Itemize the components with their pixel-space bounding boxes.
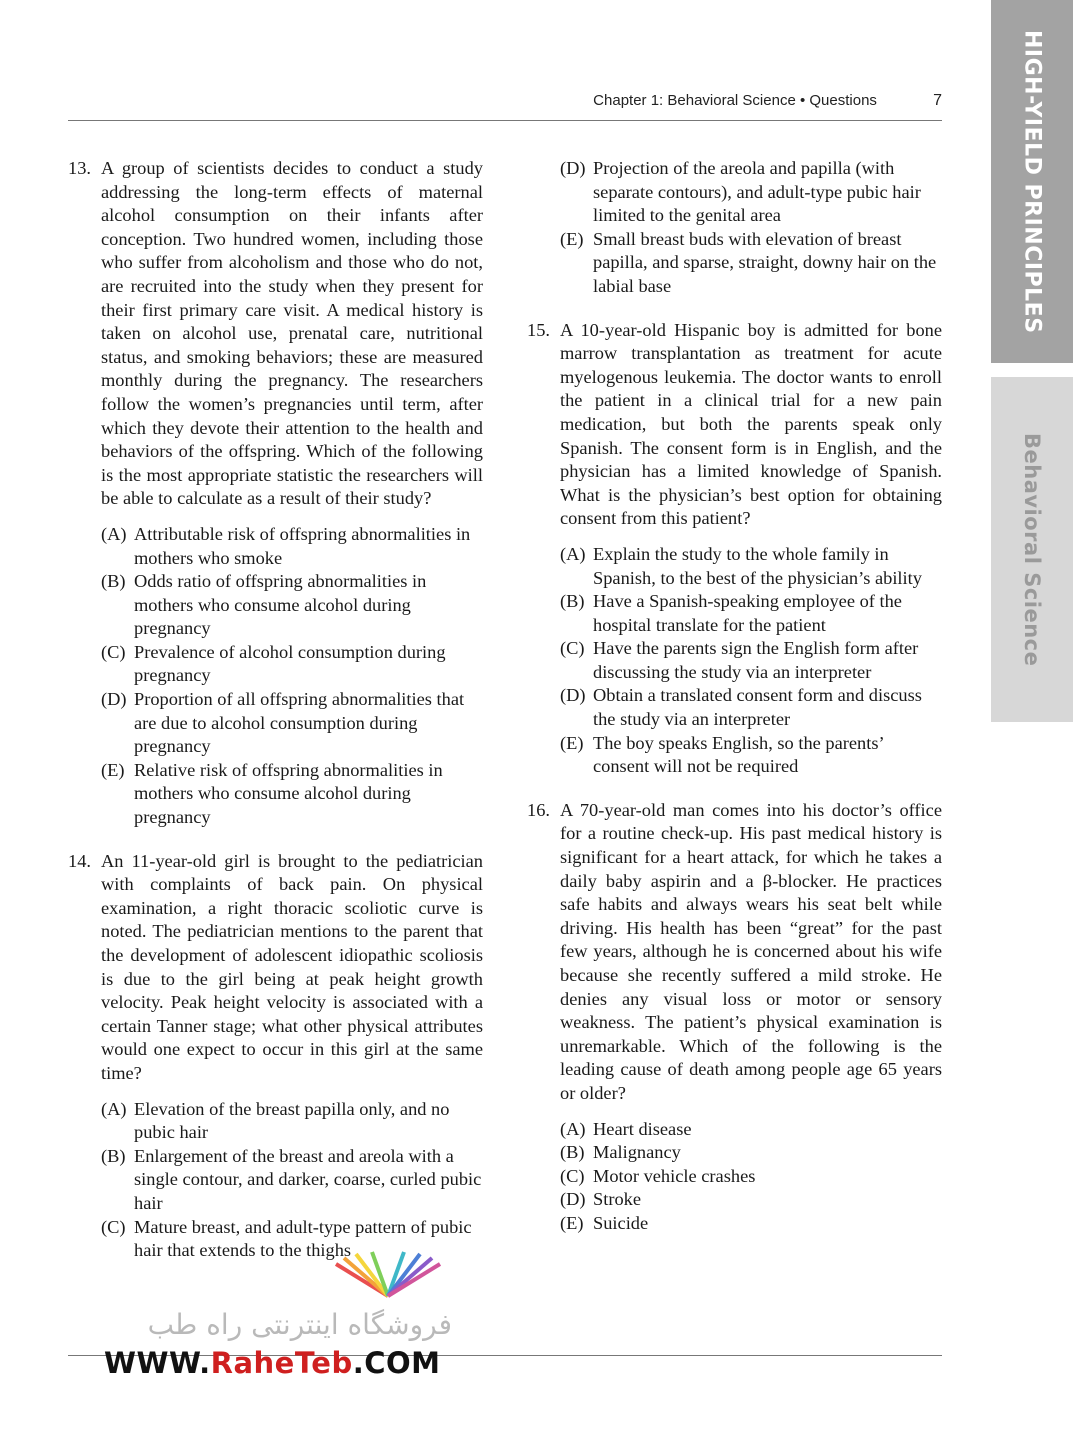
option-a [560, 543, 942, 590]
option-letter: (E) [560, 1212, 584, 1233]
option-c [560, 637, 942, 684]
question-stem: An 11-year-old girl is brought to the pediatrician with complaints of back pain. On physical examination, a right thoracic scoliotic curve is noted. The pediatrician mentions to the parent that the development of adolescent idiopathic scoliosis is due to the girl being at peak height growth velocity. Peak height velocity is associated with a certain Tanner stage; what other physical attributes would one expect to occur in this girl at the same time? [101, 850, 483, 1083]
option-d [101, 688, 483, 759]
option-letter: (A) [101, 523, 127, 544]
question-15 [527, 319, 942, 779]
watermark-url [104, 1346, 441, 1380]
watermark-url-prefix: WWW. [104, 1346, 211, 1380]
option-b [101, 570, 483, 641]
question-number: 13. [68, 158, 91, 178]
option-b [101, 1145, 483, 1216]
option-letter: (E) [560, 732, 584, 753]
side-tab-behavioral-science [991, 377, 1073, 722]
answer-options [101, 523, 483, 830]
option-c [101, 641, 483, 688]
option-letter: (D) [560, 158, 586, 178]
option-text: Motor vehicle crashes [593, 1165, 756, 1186]
option-text: Prevalence of alcohol consumption during pregnancy [134, 641, 446, 686]
option-text: Enlargement of the breast and areola with a single contour, and darker, coarse, curled pubic hair [134, 1145, 482, 1213]
question-number: 16. [527, 799, 550, 820]
option-letter: (D) [560, 1189, 586, 1210]
option-letter: (A) [101, 1098, 127, 1119]
option-text: The boy speaks English, so the parents’ consent will not be required [593, 732, 884, 777]
option-letter: (C) [101, 641, 126, 662]
question-stem: A group of scientists decides to conduct a study addressing the long-term effects of maternal alcohol consumption on their infants after conception. Two hundred women, including those who suffer from alcoholism and those who do not, are recruited into the study when they present for their first primary care visit. A medical history is taken on alcohol use, prenatal care, nutritional status, and smoking behaviors; these are measured monthly during the pregnancy. The researchers follow the women’s pregnancies until term, after which they devote their attention to the health and behaviors of the offspring. Which of the following is the most appropriate statistic the researchers will be able to calculate as a result of their study? [101, 158, 483, 509]
answer-options [560, 157, 942, 299]
option-a [101, 1098, 483, 1145]
option-text: Attributable risk of offspring abnormalities in mothers who smoke [134, 523, 471, 568]
option-e [560, 228, 942, 299]
option-e [101, 759, 483, 830]
running-header [0, 92, 942, 116]
option-letter: (E) [560, 228, 584, 249]
footer-rule [68, 1355, 942, 1356]
option-text: Heart disease [593, 1118, 692, 1139]
option-letter: (B) [101, 571, 126, 592]
option-text: Suicide [593, 1212, 649, 1233]
option-c [101, 1216, 483, 1263]
left-column [68, 157, 483, 1283]
option-text: Relative risk of offspring abnormalities in mothers who consume alcohol during pregnancy [134, 759, 443, 828]
option-letter: (E) [101, 759, 125, 780]
option-letter: (C) [101, 1216, 126, 1237]
option-a [560, 1118, 942, 1142]
page-number: 7 [933, 92, 942, 109]
option-text: Small breast buds with elevation of breast papilla, and sparse, straight, downy hair on the labial base [593, 228, 937, 296]
option-e [560, 1212, 942, 1236]
option-text: Elevation of the breast papilla only, and no pubic hair [134, 1098, 450, 1143]
option-text: Projection of the areola and papilla (with separate contours), and adult-type pubic hair limited to the genital area [593, 158, 921, 226]
header-rule [68, 120, 942, 121]
option-letter: (B) [560, 591, 585, 612]
watermark-store-name: فروشگاه اینترنتی راه طب [147, 1308, 452, 1341]
option-e [560, 732, 942, 779]
option-letter: (C) [560, 638, 585, 659]
option-text: Have a Spanish-speaking employee of the hospital translate for the patient [593, 591, 902, 635]
option-letter: (C) [560, 1165, 585, 1186]
option-text: Have the parents sign the English form after discussing the study via an interpreter [593, 638, 919, 682]
watermark-url-brand: RaheTeb [210, 1346, 353, 1380]
question-14 [68, 850, 483, 1263]
option-letter: (D) [560, 685, 586, 706]
option-text: Stroke [593, 1189, 642, 1210]
watermark-url-suffix: .COM [352, 1346, 441, 1380]
option-b [560, 1141, 942, 1165]
question-16 [527, 799, 942, 1236]
question-stem: A 10-year-old Hispanic boy is admitted for bone marrow transplantation as treatment for acute myelogenous leukemia. The doctor wants to enroll the patient in a clinical trial for a new pain medication, but both the parents speak only Spanish. The consent form is in English, and the physician has a limited knowledge of Spanish. What is the physician’s best option for obtaining consent from this patient? [560, 319, 942, 529]
option-text: Odds ratio of offspring abnormalities in mothers who consume alcohol during pregnancy [134, 571, 427, 639]
option-letter: (A) [560, 1118, 586, 1139]
option-text: Malignancy [593, 1142, 681, 1163]
question-number: 14. [68, 850, 91, 871]
question-13 [68, 157, 483, 830]
answer-options [101, 1098, 483, 1263]
option-letter: (A) [560, 543, 586, 564]
question-number: 15. [527, 319, 550, 340]
option-c [560, 1165, 942, 1189]
question-14-continued [527, 157, 942, 299]
option-d [560, 1188, 942, 1212]
option-text: Explain the study to the whole family in Spanish, to the best of the physician’s ability [593, 543, 922, 588]
option-letter: (B) [560, 1142, 585, 1163]
side-tab-secondary-label: Behavioral Science [1020, 432, 1044, 667]
option-letter: (B) [101, 1145, 126, 1166]
running-title: Chapter 1: Behavioral Science • Questions [593, 92, 877, 109]
side-tab-primary-label: HIGH-YIELD PRINCIPLES [1019, 29, 1045, 334]
option-a [101, 523, 483, 570]
option-text: Obtain a translated consent form and discuss the study via an interpreter [593, 685, 922, 730]
option-letter: (D) [101, 689, 127, 710]
answer-options [560, 1118, 942, 1236]
option-text: Proportion of all offspring abnormalities that are due to alcohol consumption during pregnancy [134, 689, 465, 757]
question-stem: A 70-year-old man comes into his doctor’s office for a routine check-up. His past medical history is significant for a heart attack, for which he takes a daily baby aspirin and a β-blocker. He practices safe habits and always wears his seat belt while driving. His health has been “great” for the past few years, although he is concerned about his wife because she recently suffered a mild stroke. He denies any visual loss or motor or sensory weakness. The patient’s physical examination is unremarkable. Which of the following is the leading cause of death among people age 65 years or older? [560, 799, 942, 1103]
option-d [560, 684, 942, 731]
option-b [560, 590, 942, 637]
side-tab-high-yield-principles [991, 0, 1073, 363]
option-text: Mature breast, and adult-type pattern of pubic hair that extends to the thighs [134, 1216, 472, 1261]
answer-options [560, 543, 942, 779]
right-column [527, 157, 942, 1256]
option-d [560, 157, 942, 228]
